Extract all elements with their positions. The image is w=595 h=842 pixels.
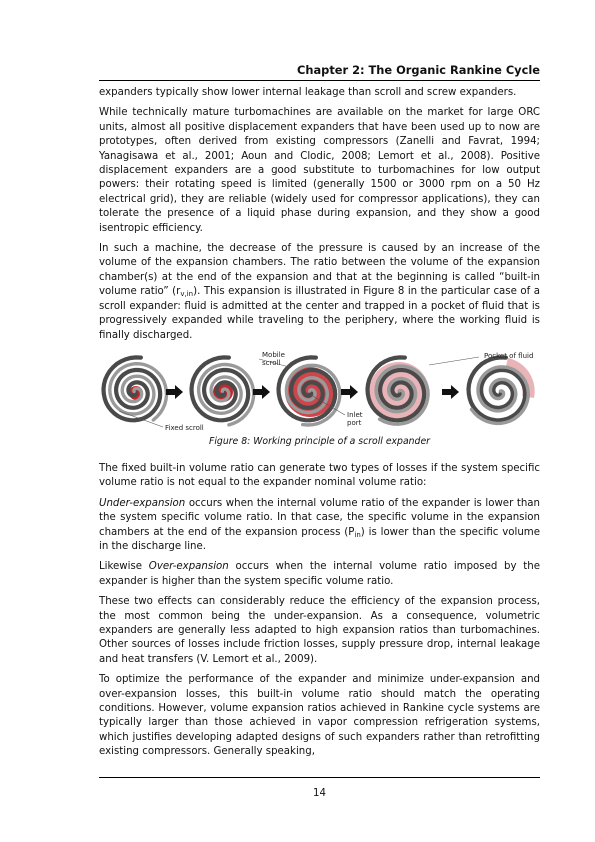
flow-arrow: [253, 385, 270, 399]
header-rule: [99, 80, 540, 81]
text-run: occurs when the internal volume ratio of the expander is lower than the system specific volume ratio. In that case, the specific volume in the expansion chambers at the end of the expansion process (P: [99, 497, 540, 538]
scroll-diagram: [99, 349, 540, 435]
label-inlet-port: Inlet: [347, 410, 363, 419]
text-run: In such a machine, the decrease of the pressure is caused by an increase of the volume of the expansion chambers. The ratio between the volume of the expansion chamber(s) at the end of the expansion and that at the beginning is called “built-in volume ratio” (r: [99, 243, 540, 298]
paragraph-over-expansion: [99, 560, 540, 589]
paragraph-continuation: expanders typically show lower internal leakage than scroll and screw expanders.: [99, 87, 517, 98]
paragraph-under-expansion: [99, 497, 540, 555]
text-run: ). This expansion is illustrated in Figure 8 in the particular case of a scroll expander: fluid is admitted at the center and trapped in a pocket of fluid that is progressively expanded while traveling to the periphery, where the working fluid is finally discharged.: [99, 286, 540, 341]
label-mobile-scroll: Mobile: [262, 350, 285, 359]
flow-arrow: [442, 385, 459, 399]
term-under-expansion: Under-expansion: [99, 497, 186, 509]
flow-arrow: [166, 385, 183, 399]
text-run: Likewise: [99, 561, 149, 573]
paragraph-optimization: To optimize the performance of the expander and minimize under-expansion and over-expansion losses, this built-in volume ratio should match the operating conditions. However, volume expansion ratios achieved in Rankine cycle systems are typically larger than those achieved in vapor compression refrigeration systems, which justifies developing adapted designs of such expanders rather than retrofitting existing compressors. Generally speaking,: [99, 674, 540, 758]
figure-caption: Figure 8: Working principle of a scroll expander: [208, 435, 430, 447]
scroll-expander-figure: [99, 349, 540, 435]
term-over-expansion: Over-expansion: [148, 561, 229, 573]
subscript-in: in: [354, 530, 361, 539]
flow-arrow: [341, 385, 358, 399]
label-inlet-port: port: [347, 418, 362, 427]
text-run: ) is lower than the specific volume in the discharge line.: [99, 526, 540, 552]
page-number: 14: [313, 788, 326, 799]
footer-rule: [99, 777, 540, 778]
page-body: [99, 86, 540, 766]
paragraph-positive-displacement: While technically mature turbomachines are available on the market for large ORC units, almost all positive displacement expanders that have been used up to now are prototypes, often derived from existing compressors (Zanelli and Favrat, 1994; Yanagisawa et al., 2001; Aoun and Clodic, 2008; Lemort et al., 2008). Positive displacement expanders are a good substitute to turbomachines for low output powers: their rotating speed is limited (generally 1500 or 3000 rpm on a 50 Hz electrical grid), they are reliable (widely used for compressor applications), they can tolerate the presence of a liquid phase during expansion, and they show a good isentropic efficiency.: [99, 107, 540, 234]
subscript-v-in: v,in: [180, 290, 194, 299]
label-mobile-scroll: scroll: [262, 358, 281, 367]
label-fixed-scroll: Fixed scroll: [165, 423, 204, 432]
paragraph-built-in-volume-ratio: [99, 242, 540, 343]
label-pocket-of-fluid: Pocket of fluid: [484, 351, 534, 360]
text-run: occurs when the internal volume ratio imposed by the expander is higher than the system specific volume ratio.: [99, 561, 540, 587]
chapter-header: Chapter 2: The Organic Rankine Cycle: [297, 63, 540, 77]
leader-line: [429, 357, 479, 365]
paragraph-efficiency-effects: These two effects can considerably reduce the efficiency of the expansion process, the most common being the under-expansion. As a consequence, volumetric expanders are generally less adapted to high expansion ratios than turbomachines. Other sources of losses include friction losses, supply pressure drop, internal leakage and heat transfers (V. Lemort et al., 2009).: [99, 596, 540, 665]
paragraph-loss-types: The fixed built-in volume ratio can generate two types of losses if the system specific volume ratio is not equal to the expander nominal volume ratio:: [99, 462, 540, 489]
